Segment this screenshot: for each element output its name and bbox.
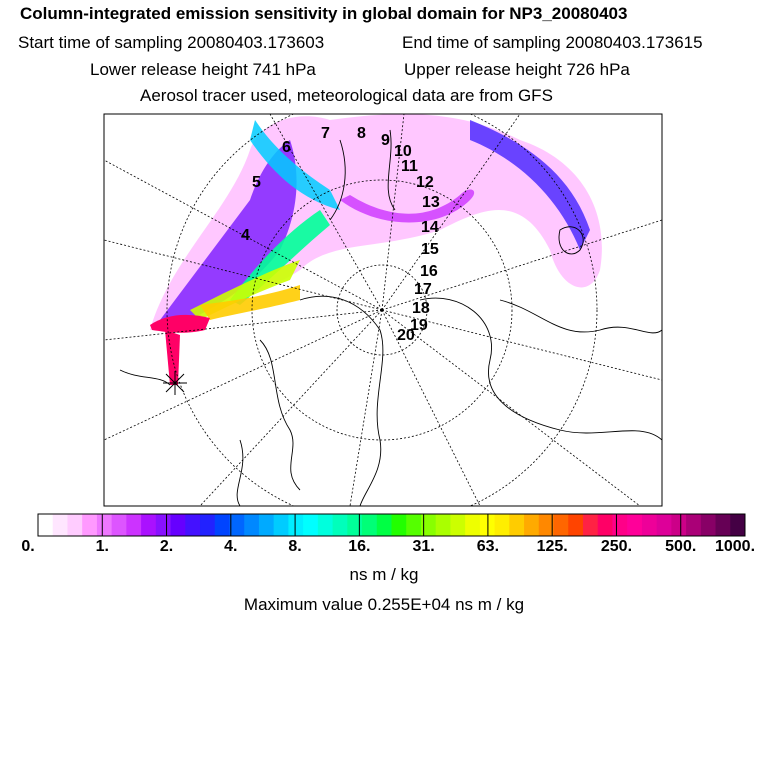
colorbar-swatch [627,514,642,536]
colorbar-swatch [288,514,303,536]
maximum-value: Maximum value 0.255E+04 ns m / kg [243,595,525,614]
colorbar-label: 500. [665,538,697,555]
colorbar-swatch [495,514,510,536]
colorbar-label: 63. [476,538,500,555]
map-area [104,95,662,525]
colorbar-swatch [716,514,731,536]
colorbar-swatch [554,514,569,536]
day-marker: 15 [421,241,439,258]
colorbar-swatch [465,514,480,536]
end-time: End time of sampling 20080403.173615 [402,33,703,52]
colorbar-swatch [362,514,377,536]
colorbar-label: 4. [224,538,238,555]
colorbar-swatch [671,514,686,536]
colorbar-swatch [642,514,657,536]
colorbar-swatch [274,514,289,536]
colorbar-label: 250. [600,538,633,555]
colorbar-swatch [406,514,421,536]
colorbar-label: 2. [159,538,174,555]
start-time: Start time of sampling 20080403.173603 [18,33,325,52]
colorbar-swatch [509,514,524,536]
colorbar-swatch [67,514,82,536]
day-marker: 16 [420,263,438,280]
colorbar-label: 0. [21,538,35,555]
lower-release-height: Lower release height 741 hPa [90,60,316,79]
colorbar-swatch [229,514,244,536]
colorbar-swatch [156,514,171,536]
colorbar-swatch [97,514,112,536]
day-marker: 11 [401,158,418,175]
colorbar-swatch [333,514,348,536]
colorbar-swatch [568,514,583,536]
colorbar-label: 8. [288,538,302,555]
plot-title: Column-integrated emission sensitivity in global domain for NP3_20080403 [20,4,628,23]
colorbar-label: 31. [412,538,435,555]
colorbar-swatch [524,514,539,536]
colorbar-swatch [185,514,200,536]
colorbar-swatch [450,514,465,536]
colorbar-swatch [303,514,318,536]
colorbar-swatch [583,514,598,536]
colorbar-swatch [392,514,407,536]
colorbar-units: ns m / kg [349,565,419,584]
day-marker: 7 [321,125,330,142]
day-marker: 4 [241,227,250,244]
day-marker: 19 [410,317,428,334]
colorbar-swatch [701,514,716,536]
colorbar-swatch [730,514,745,536]
day-marker: 17 [414,281,432,298]
colorbar-swatch [436,514,451,536]
colorbar-swatch [112,514,127,536]
colorbar-swatch [657,514,672,536]
colorbar-swatch [215,514,230,536]
release-point-marker [163,371,187,395]
colorbar-label: 1. [95,538,109,555]
upper-release-height: Upper release height 726 hPa [404,60,630,79]
tracer-note: Aerosol tracer used, meteorological data are from GFS [140,86,553,105]
day-marker: 20 [397,327,415,344]
colorbar-label: 1000. [714,538,756,555]
colorbar-swatch [318,514,333,536]
colorbar-swatch [598,514,613,536]
colorbar-swatch [259,514,274,536]
colorbar-swatch [141,514,156,536]
emission-sensitivity-field [150,114,602,385]
day-marker: 10 [394,143,412,160]
colorbar [38,514,746,536]
day-marker: 9 [381,132,390,149]
colorbar-swatch [244,514,259,536]
colorbar-swatch [377,514,392,536]
colorbar-swatch [38,514,53,536]
colorbar-swatch [53,514,68,536]
day-marker: 8 [357,125,366,142]
day-marker: 18 [412,300,430,317]
colorbar-swatch [686,514,701,536]
colorbar-label: 125. [536,538,568,555]
colorbar-swatch [82,514,97,536]
colorbar-swatch [200,514,215,536]
colorbar-swatch [171,514,186,536]
colorbar-swatch [126,514,141,536]
colorbar-swatch [347,514,362,536]
day-marker: 5 [252,174,261,191]
day-marker: 12 [416,174,434,191]
day-marker: 14 [421,219,439,236]
colorbar-swatch [612,514,627,536]
day-marker: 6 [282,139,291,156]
colorbar-label: 16. [348,538,371,555]
day-marker: 13 [422,194,440,211]
